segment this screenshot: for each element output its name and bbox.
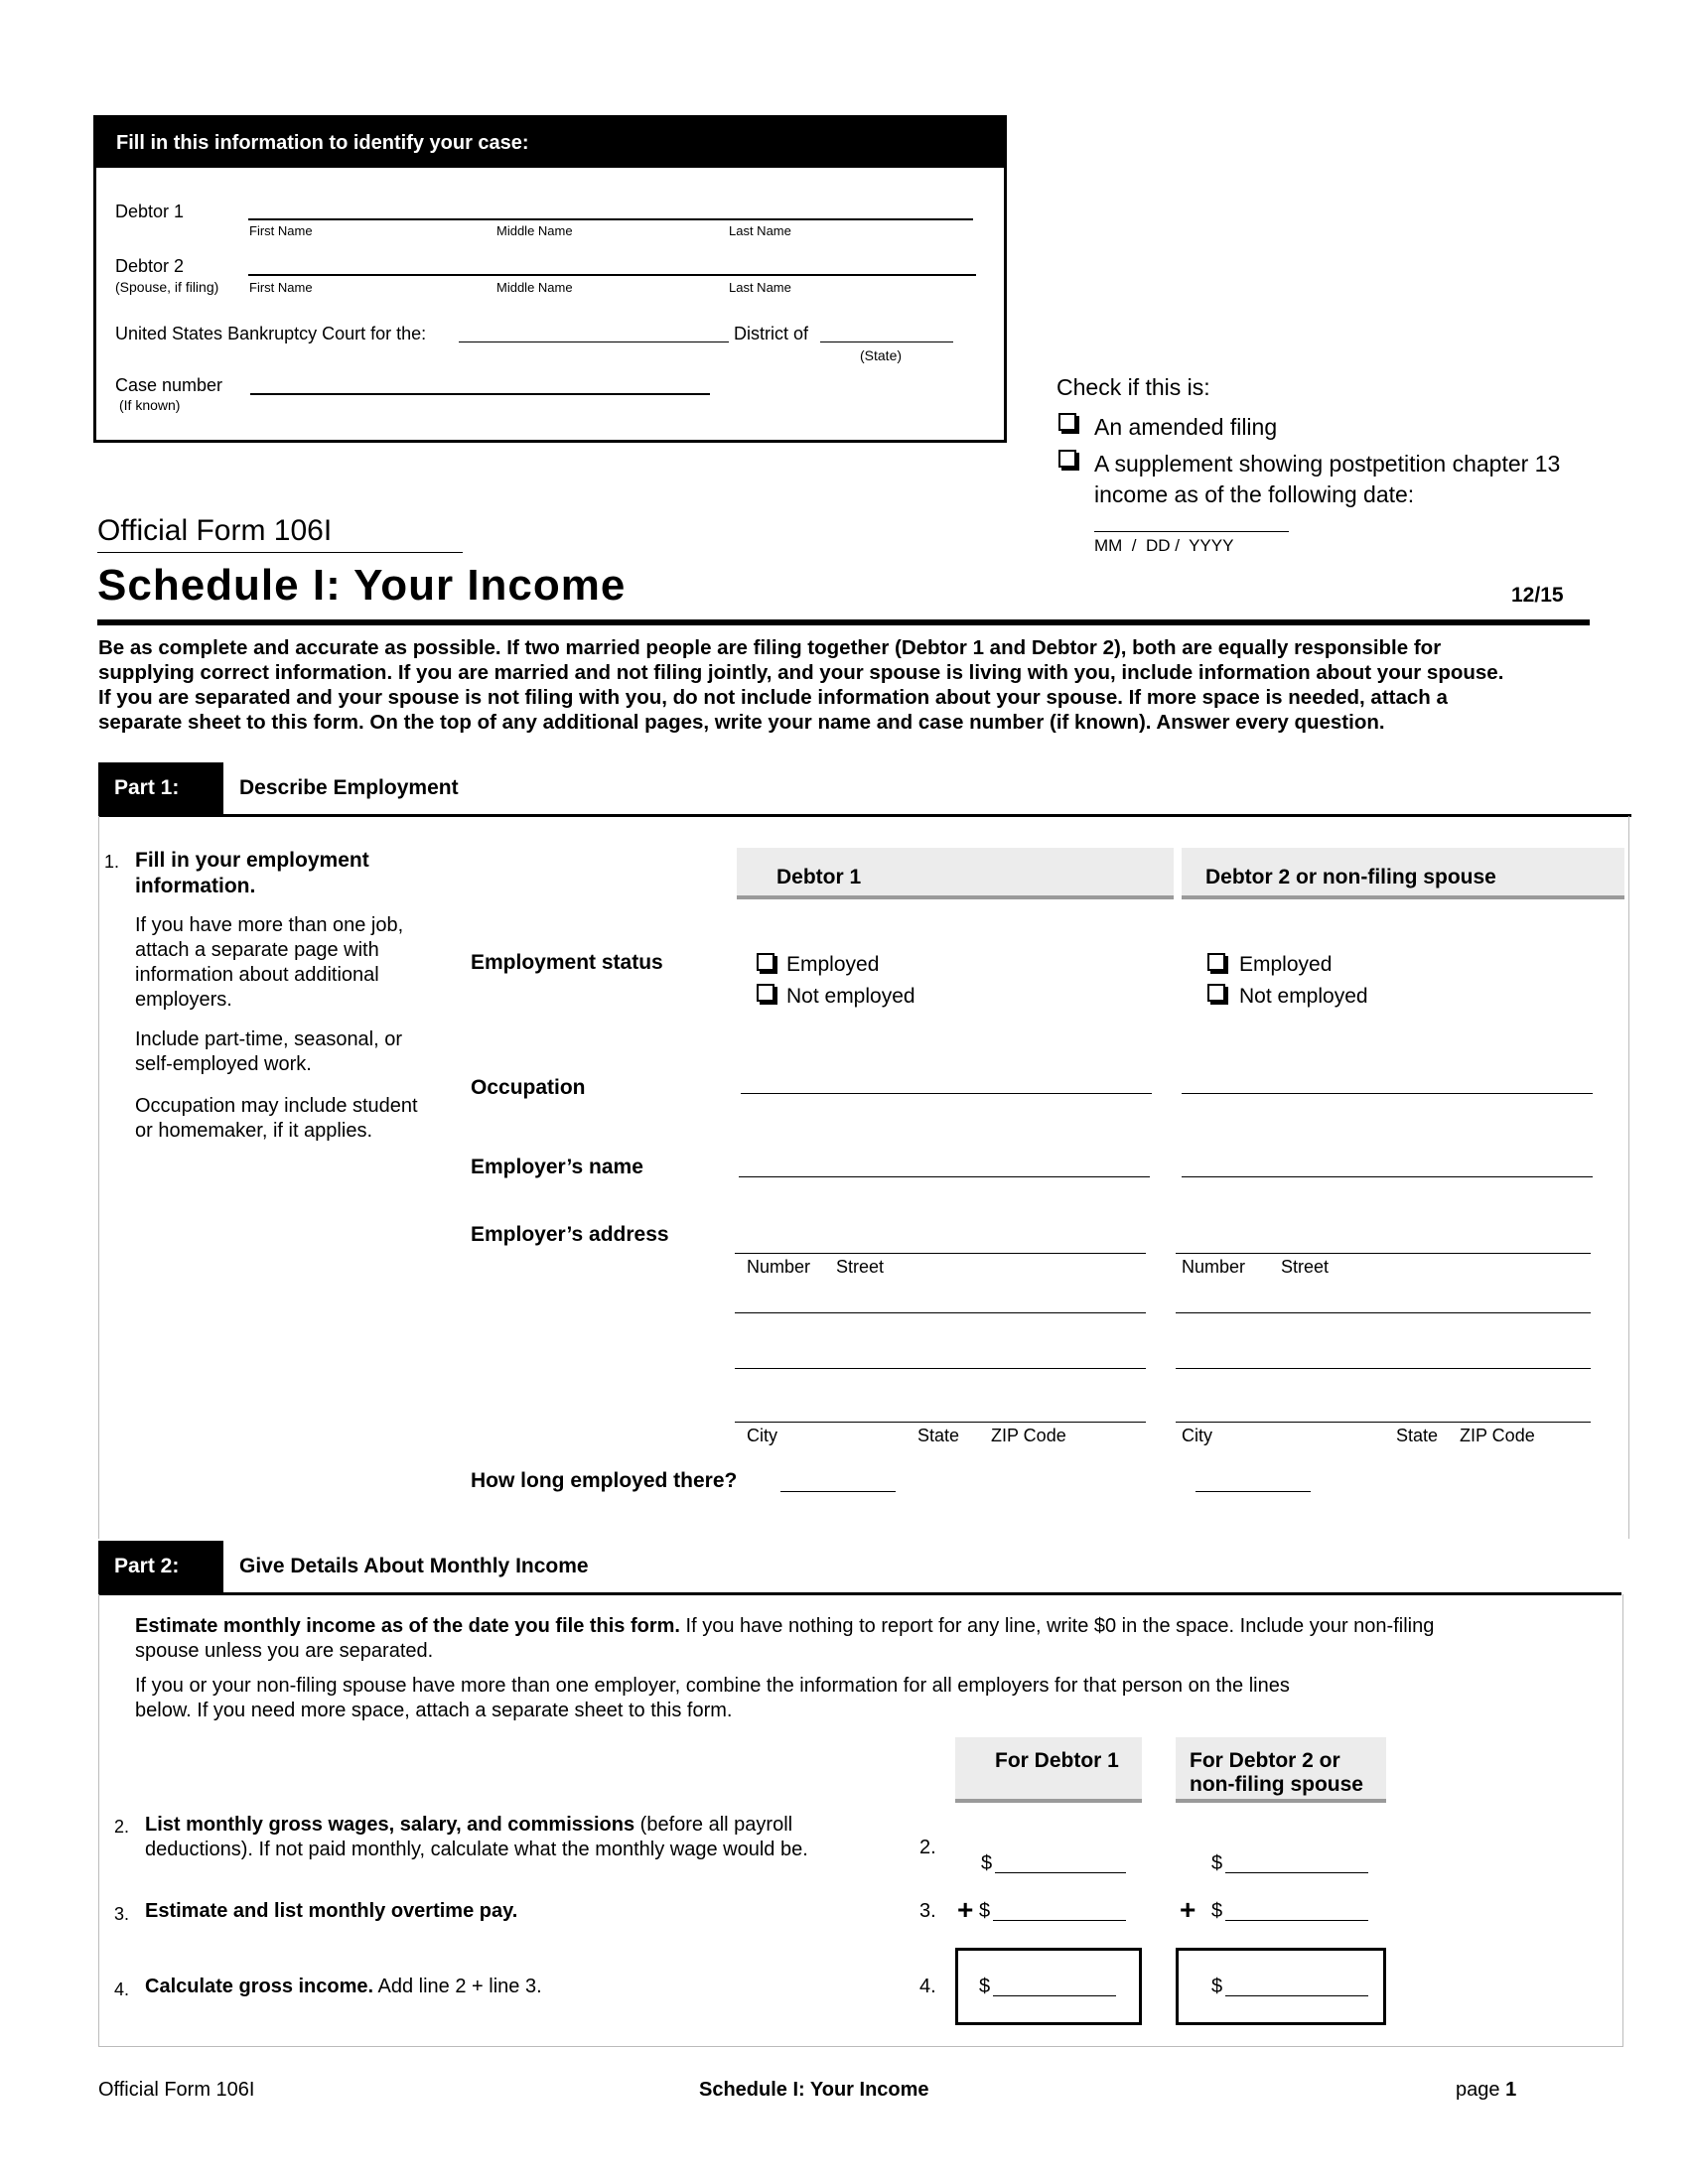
state-caption: (State) bbox=[860, 347, 903, 363]
debtor1-occupation-field[interactable] bbox=[741, 1093, 1152, 1094]
debtor1-employed-checkbox[interactable] bbox=[757, 953, 774, 971]
debtor2-how-long-field[interactable] bbox=[1196, 1491, 1311, 1492]
court-field[interactable] bbox=[459, 341, 729, 342]
line3-debtor2-dollar: $ bbox=[1211, 1900, 1223, 1922]
title-rule bbox=[97, 619, 1590, 625]
line4-bold: Calculate gross income. bbox=[145, 1976, 374, 1997]
for-debtor2-column-header bbox=[1176, 1737, 1386, 1803]
footer-page-number: 1 bbox=[1505, 2079, 1517, 2101]
debtor2-employer-name-field[interactable] bbox=[1182, 1176, 1593, 1177]
line2-description bbox=[145, 1813, 808, 1862]
line4-debtor2-amount-field[interactable] bbox=[1225, 1995, 1368, 1996]
line2-bold: List monthly gross wages, salary, and commissions bbox=[145, 1814, 635, 1836]
help-line: information about additional bbox=[135, 964, 379, 986]
line2-line2: deductions). If not paid monthly, calculate what the monthly wage would be. bbox=[145, 1839, 808, 1860]
line4-ref-number: 4. bbox=[919, 1976, 936, 1997]
debtor1-state-caption: State bbox=[917, 1426, 960, 1445]
help-line: Occupation may include student bbox=[135, 1095, 418, 1117]
line4-debtor2-total-box[interactable] bbox=[1176, 1948, 1386, 2025]
district-label: District of bbox=[734, 324, 809, 343]
debtor1-number-caption: Number bbox=[747, 1257, 811, 1277]
line3-ref-number: 3. bbox=[919, 1900, 936, 1922]
instruction-line: If you are separated and your spouse is not filing with you, do not include information about your spouse. If more space is needed, attach a bbox=[98, 686, 1448, 709]
debtor1-last-name-caption: Last Name bbox=[729, 223, 791, 238]
supplement-date-field[interactable] bbox=[1094, 531, 1289, 532]
instructions bbox=[98, 635, 1503, 735]
debtor1-first-name-caption: First Name bbox=[249, 223, 313, 238]
debtor2-not-employed-label: Not employed bbox=[1239, 985, 1368, 1008]
case-number-field[interactable] bbox=[250, 393, 710, 395]
debtor2-sublabel: (Spouse, if filing) bbox=[115, 279, 219, 295]
line3-debtor2-amount-field[interactable] bbox=[1225, 1920, 1368, 1921]
supplement-checkbox[interactable] bbox=[1058, 450, 1076, 468]
line4-debtor1-dollar: $ bbox=[979, 1976, 991, 1997]
amended-filing-checkbox[interactable] bbox=[1058, 413, 1076, 431]
debtor1-middle-name-caption: Middle Name bbox=[496, 223, 573, 238]
debtor1-address-line3-field[interactable] bbox=[735, 1368, 1146, 1369]
line4-debtor2-dollar: $ bbox=[1211, 1976, 1223, 1997]
q1-help-2 bbox=[135, 1027, 402, 1077]
part2-tag: Part 2: bbox=[98, 1541, 223, 1592]
line3-debtor1-plus: + bbox=[957, 1894, 974, 1925]
debtor2-address-line2-field[interactable] bbox=[1176, 1312, 1591, 1313]
part2-intro-2 bbox=[135, 1674, 1290, 1723]
line4-number: 4. bbox=[114, 1979, 130, 1999]
help-line: attach a separate page with bbox=[135, 939, 379, 961]
line4-debtor1-amount-field[interactable] bbox=[993, 1995, 1116, 1996]
footer-form-name: Official Form 106I bbox=[98, 2079, 255, 2101]
supplement-label-line1: A supplement showing postpetition chapter 13 bbox=[1094, 451, 1561, 477]
line2-ref-number: 2. bbox=[919, 1837, 936, 1858]
page-title: Schedule I: Your Income bbox=[97, 561, 627, 610]
debtor2-not-employed-checkbox[interactable] bbox=[1207, 984, 1225, 1002]
case-number-label: Case number bbox=[115, 375, 223, 395]
for-debtor1-column-header: For Debtor 1 bbox=[955, 1737, 1142, 1803]
debtor2-label: Debtor 2 bbox=[115, 256, 185, 276]
line2-debtor1-amount-field[interactable] bbox=[995, 1872, 1126, 1873]
q1-line: Fill in your employment bbox=[135, 849, 369, 872]
help-line: Include part-time, seasonal, or bbox=[135, 1028, 403, 1050]
debtor2-first-name-caption: First Name bbox=[249, 280, 313, 295]
line4-text: Add line 2 + line 3. bbox=[373, 1976, 542, 1997]
debtor2-city-state-zip-field[interactable] bbox=[1176, 1422, 1591, 1423]
check-if-heading: Check if this is: bbox=[1056, 374, 1210, 400]
employer-address-label: Employer’s address bbox=[471, 1223, 669, 1246]
how-long-label: How long employed there? bbox=[471, 1469, 738, 1492]
part2-intro-line2: spouse unless you are separated. bbox=[135, 1640, 434, 1662]
part2-title: Give Details About Monthly Income bbox=[239, 1555, 589, 1577]
employer-name-label: Employer’s name bbox=[471, 1156, 643, 1178]
debtor2-occupation-field[interactable] bbox=[1182, 1093, 1593, 1094]
part2-header bbox=[98, 1541, 1621, 1595]
part1-title: Describe Employment bbox=[239, 776, 459, 799]
line2-debtor1-dollar: $ bbox=[981, 1852, 993, 1874]
help-line: If you have more than one job, bbox=[135, 914, 404, 936]
q1-help-3 bbox=[135, 1094, 418, 1144]
amended-filing-label: An amended filing bbox=[1094, 414, 1278, 440]
debtor1-address-line1-field[interactable] bbox=[735, 1253, 1146, 1254]
part2-intro-bold: Estimate monthly income as of the date you file this form. bbox=[135, 1615, 680, 1637]
q1-help-1 bbox=[135, 913, 403, 1013]
date-format-caption: MM / DD / YYYY bbox=[1094, 536, 1234, 555]
debtor1-city-state-zip-field[interactable] bbox=[735, 1422, 1146, 1423]
q1-question bbox=[135, 848, 369, 899]
debtor2-last-name-caption: Last Name bbox=[729, 280, 791, 295]
help-line: employers. bbox=[135, 989, 232, 1011]
debtor1-not-employed-label: Not employed bbox=[786, 985, 915, 1008]
court-label: United States Bankruptcy Court for the: bbox=[115, 324, 427, 343]
debtor1-street-caption: Street bbox=[836, 1257, 885, 1277]
line3-debtor1-dollar: $ bbox=[979, 1900, 991, 1922]
footer-page-label: page bbox=[1456, 2079, 1500, 2101]
line2-debtor2-amount-field[interactable] bbox=[1225, 1872, 1368, 1873]
debtor2-address-line1-field[interactable] bbox=[1176, 1253, 1591, 1254]
line2-debtor2-dollar: $ bbox=[1211, 1852, 1223, 1874]
help-line: or homemaker, if it applies. bbox=[135, 1120, 372, 1142]
debtor1-city-caption: City bbox=[747, 1426, 777, 1445]
debtor1-how-long-field[interactable] bbox=[780, 1491, 896, 1492]
line3-debtor2-plus: + bbox=[1180, 1894, 1196, 1925]
debtor2-number-caption: Number bbox=[1182, 1257, 1246, 1277]
debtor1-column-header: Debtor 1 bbox=[737, 848, 1174, 899]
debtor1-not-employed-checkbox[interactable] bbox=[757, 984, 774, 1002]
line2-number: 2. bbox=[114, 1817, 130, 1837]
line4-description bbox=[145, 1976, 542, 1998]
part2-intro-1 bbox=[135, 1614, 1434, 1664]
part1-header bbox=[98, 762, 1631, 817]
instruction-line: supplying correct information. If you are married and not filing jointly, and your spouse is living with you, include information about your spouse. bbox=[98, 661, 1504, 684]
debtor2-name-field[interactable] bbox=[248, 274, 976, 276]
help-line: self-employed work. bbox=[135, 1053, 312, 1075]
form-name: Official Form 106I bbox=[97, 514, 333, 547]
q1-number: 1. bbox=[104, 852, 120, 872]
form-name-underline bbox=[97, 552, 463, 553]
instruction-line: separate sheet to this form. On the top of any additional pages, write your name and case number (if known). Answer every question. bbox=[98, 711, 1385, 734]
debtor2-zip-caption: ZIP Code bbox=[1460, 1426, 1535, 1445]
debtor1-label: Debtor 1 bbox=[115, 202, 185, 221]
debtor2-city-caption: City bbox=[1182, 1426, 1212, 1445]
case-identification-heading: Fill in this information to identify your case: bbox=[96, 118, 1004, 168]
debtor2-middle-name-caption: Middle Name bbox=[496, 280, 573, 295]
district-state-field[interactable] bbox=[820, 341, 953, 342]
debtor1-name-field[interactable] bbox=[248, 218, 973, 220]
supplement-label-line2: income as of the following date: bbox=[1094, 481, 1415, 507]
footer-page bbox=[1456, 2079, 1516, 2102]
part2-intro2-line: If you or your non-filing spouse have more than one employer, combine the information for all employers for that person on the lines bbox=[135, 1675, 1290, 1697]
debtor1-employer-name-field[interactable] bbox=[739, 1176, 1150, 1177]
debtor2-column-header: Debtor 2 or non-filing spouse bbox=[1182, 848, 1624, 899]
for-debtor2-header-line: For Debtor 2 or bbox=[1190, 1749, 1340, 1772]
revision-date: 12/15 bbox=[1511, 584, 1564, 607]
case-number-sublabel: (If known) bbox=[119, 397, 181, 413]
for-debtor2-header-line: non-filing spouse bbox=[1190, 1773, 1363, 1796]
part1-tag: Part 1: bbox=[98, 762, 223, 814]
occupation-label: Occupation bbox=[471, 1076, 586, 1099]
line3-number: 3. bbox=[114, 1904, 130, 1924]
instruction-line: Be as complete and accurate as possible. If two married people are filing together (Debtor 1 and Debtor 2), both are equally responsible for bbox=[98, 636, 1442, 659]
debtor2-state-caption: State bbox=[1396, 1426, 1439, 1445]
debtor1-employed-label: Employed bbox=[786, 953, 880, 976]
line3-description: Estimate and list monthly overtime pay. bbox=[145, 1900, 518, 1922]
debtor2-street-caption: Street bbox=[1281, 1257, 1330, 1277]
line2-text: (before all payroll bbox=[634, 1814, 793, 1836]
debtor1-address-line2-field[interactable] bbox=[735, 1312, 1146, 1313]
debtor1-zip-caption: ZIP Code bbox=[991, 1426, 1066, 1445]
debtor2-employed-label: Employed bbox=[1239, 953, 1333, 976]
debtor2-address-line3-field[interactable] bbox=[1176, 1368, 1591, 1369]
footer-title: Schedule I: Your Income bbox=[699, 2079, 929, 2101]
q1-line: information. bbox=[135, 875, 256, 897]
line3-debtor1-amount-field[interactable] bbox=[993, 1920, 1126, 1921]
debtor2-employed-checkbox[interactable] bbox=[1207, 953, 1225, 971]
employment-status-label: Employment status bbox=[471, 951, 663, 974]
part2-intro2-line: below. If you need more space, attach a separate sheet to this form. bbox=[135, 1700, 733, 1721]
part2-intro-text: If you have nothing to report for any line, write $0 in the space. Include your non-filing bbox=[679, 1615, 1435, 1637]
